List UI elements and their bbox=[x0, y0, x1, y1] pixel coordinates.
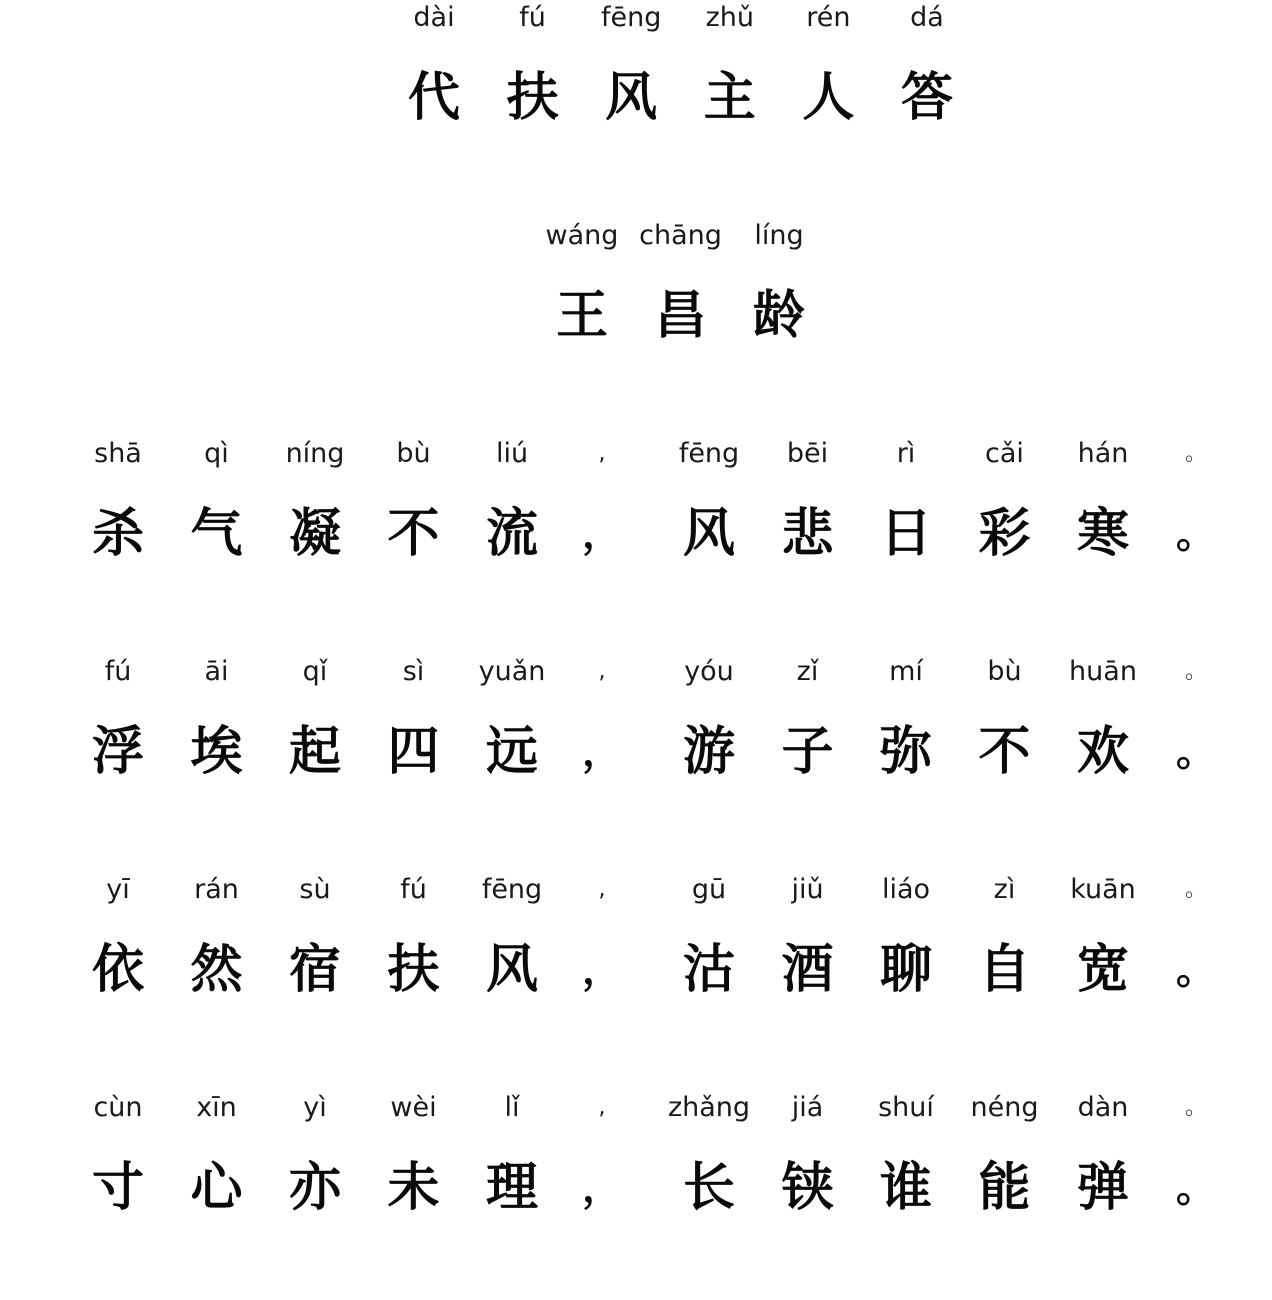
hanzi-text: 理 bbox=[485, 1158, 538, 1218]
hanzi-text: 代 bbox=[407, 68, 460, 128]
pinyin-text: fú bbox=[400, 874, 427, 905]
hanzi-text: 风 bbox=[605, 68, 658, 128]
hanzi-text: 子 bbox=[781, 722, 834, 782]
hanzi-text: 寒 bbox=[1076, 504, 1129, 564]
hanzi-text: 游 bbox=[682, 722, 735, 782]
pinyin-text: zhǔ bbox=[705, 2, 754, 33]
hanzi-text: 悲 bbox=[781, 504, 834, 564]
hanzi-text: 弹 bbox=[1076, 1158, 1129, 1218]
pinyin-text: rén bbox=[806, 2, 851, 33]
pinyin-text: wèi bbox=[390, 1092, 437, 1123]
pinyin-text: 。 bbox=[1184, 877, 1207, 902]
pinyin-text: huān bbox=[1069, 656, 1137, 687]
hanzi-text: 亦 bbox=[288, 1158, 341, 1218]
poem-title bbox=[0, 0, 1272, 210]
hanzi-text: 流 bbox=[485, 504, 538, 564]
hanzi-text: 沽 bbox=[682, 940, 735, 1000]
hanzi-text: 不 bbox=[387, 504, 440, 564]
pinyin-text: lǐ bbox=[504, 1092, 520, 1123]
pinyin-text: fú bbox=[104, 656, 132, 687]
pinyin-text: níng bbox=[285, 438, 345, 469]
pinyin-text: dá bbox=[910, 2, 944, 33]
pinyin-text: sù bbox=[299, 874, 331, 905]
verse-line-2 bbox=[0, 654, 1272, 864]
pinyin-text: bù bbox=[987, 656, 1022, 687]
pinyin-text: néng bbox=[970, 1092, 1039, 1123]
verse-line-3 bbox=[0, 872, 1272, 1082]
hanzi-text: 风 bbox=[682, 504, 735, 564]
hanzi-text: 远 bbox=[485, 722, 538, 782]
pinyin-text: rán bbox=[194, 874, 239, 905]
hanzi-text: 宽 bbox=[1076, 940, 1129, 1000]
hanzi-text: 寸 bbox=[91, 1158, 144, 1218]
pinyin-text: , bbox=[598, 441, 606, 466]
pinyin-text: xīn bbox=[196, 1092, 237, 1123]
pinyin-text: , bbox=[598, 1095, 606, 1120]
hanzi-text: 未 bbox=[387, 1158, 440, 1218]
hanzi-text: 依 bbox=[91, 940, 144, 1000]
pinyin-text: yī bbox=[106, 874, 130, 905]
pinyin-text: chāng bbox=[639, 220, 722, 251]
pinyin-text: mí bbox=[889, 656, 923, 687]
hanzi-text: 主 bbox=[703, 68, 756, 128]
hanzi-text: 人 bbox=[802, 68, 855, 128]
pinyin-text: 。 bbox=[1184, 441, 1207, 466]
hanzi-text: 凝 bbox=[288, 504, 341, 564]
pinyin-text: hán bbox=[1077, 438, 1129, 469]
verse-line-1 bbox=[0, 436, 1272, 646]
pinyin-text: yuǎn bbox=[478, 656, 546, 687]
pinyin-text: cùn bbox=[93, 1092, 143, 1123]
hanzi-text: 杀 bbox=[91, 504, 144, 564]
hanzi-text: 答 bbox=[900, 68, 953, 128]
hanzi-text: 日 bbox=[879, 504, 932, 564]
hanzi-text: 四 bbox=[387, 722, 440, 782]
pinyin-text: zhǎng bbox=[667, 1092, 751, 1123]
pinyin-text: , bbox=[598, 659, 606, 684]
pinyin-text: jiǔ bbox=[791, 874, 824, 905]
hanzi-text: ， bbox=[582, 947, 622, 993]
hanzi-text: 彩 bbox=[978, 504, 1031, 564]
hanzi-text: 自 bbox=[978, 940, 1031, 1000]
pinyin-text: sì bbox=[402, 656, 425, 687]
pinyin-text: zǐ bbox=[796, 656, 819, 687]
pinyin-text: wáng bbox=[545, 220, 619, 251]
hanzi-text: 。 bbox=[1176, 511, 1216, 557]
poem-author bbox=[0, 218, 1272, 428]
pinyin-text: shā bbox=[94, 438, 142, 469]
pinyin-text: qì bbox=[204, 438, 229, 469]
pinyin-text: 。 bbox=[1184, 659, 1207, 684]
pinyin-text: líng bbox=[754, 220, 804, 251]
hanzi-text: ， bbox=[582, 729, 622, 775]
hanzi-text: 昌 bbox=[654, 286, 707, 346]
hanzi-text: ， bbox=[582, 511, 622, 557]
verse-line-4 bbox=[0, 1090, 1272, 1300]
pinyin-text: gū bbox=[691, 874, 727, 905]
pinyin-text: rì bbox=[896, 438, 916, 469]
pinyin-text: yì bbox=[303, 1092, 327, 1123]
hanzi-text: ， bbox=[582, 1165, 622, 1211]
pinyin-text: āi bbox=[204, 656, 229, 687]
pinyin-text: qǐ bbox=[302, 656, 328, 687]
hanzi-text: 龄 bbox=[752, 286, 805, 346]
hanzi-text: 铗 bbox=[781, 1158, 834, 1218]
hanzi-text: 宿 bbox=[288, 940, 341, 1000]
hanzi-text: 弥 bbox=[879, 722, 932, 782]
hanzi-text: 。 bbox=[1176, 947, 1216, 993]
pinyin-text: fēng bbox=[678, 438, 740, 469]
pinyin-text: dàn bbox=[1077, 1092, 1129, 1123]
pinyin-text: jiá bbox=[791, 1092, 824, 1123]
hanzi-text: 能 bbox=[978, 1158, 1031, 1218]
pinyin-text: kuān bbox=[1070, 874, 1136, 905]
hanzi-text: 起 bbox=[288, 722, 341, 782]
pinyin-text: fú bbox=[519, 2, 546, 33]
hanzi-text: 气 bbox=[190, 504, 243, 564]
pinyin-text: dài bbox=[413, 2, 455, 33]
pinyin-text: liáo bbox=[881, 874, 931, 905]
hanzi-text: 扶 bbox=[387, 940, 440, 1000]
hanzi-text: 聊 bbox=[879, 940, 932, 1000]
pinyin-text: , bbox=[598, 877, 606, 902]
hanzi-text: 酒 bbox=[781, 940, 834, 1000]
pinyin-text: cǎi bbox=[985, 438, 1024, 469]
pinyin-text: fēng bbox=[601, 2, 662, 33]
hanzi-text: 然 bbox=[190, 940, 243, 1000]
hanzi-text: 。 bbox=[1176, 729, 1216, 775]
hanzi-text: 扶 bbox=[506, 68, 559, 128]
hanzi-text: 埃 bbox=[190, 722, 243, 782]
hanzi-text: 浮 bbox=[91, 722, 144, 782]
pinyin-text: 。 bbox=[1184, 1095, 1207, 1120]
hanzi-text: 欢 bbox=[1076, 722, 1129, 782]
pinyin-text: zì bbox=[993, 874, 1016, 905]
hanzi-text: 谁 bbox=[879, 1158, 932, 1218]
pinyin-text: bù bbox=[396, 438, 431, 469]
pinyin-text: shuí bbox=[878, 1092, 934, 1123]
hanzi-text: 。 bbox=[1176, 1165, 1216, 1211]
pinyin-text: yóu bbox=[684, 656, 734, 687]
pinyin-text: fēng bbox=[481, 874, 543, 905]
hanzi-text: 心 bbox=[190, 1158, 243, 1218]
hanzi-text: 长 bbox=[682, 1158, 735, 1218]
hanzi-text: 风 bbox=[485, 940, 538, 1000]
pinyin-text: liú bbox=[495, 438, 529, 469]
hanzi-text: 不 bbox=[978, 722, 1031, 782]
pinyin-text: bēi bbox=[786, 438, 829, 469]
hanzi-text: 王 bbox=[555, 286, 608, 346]
